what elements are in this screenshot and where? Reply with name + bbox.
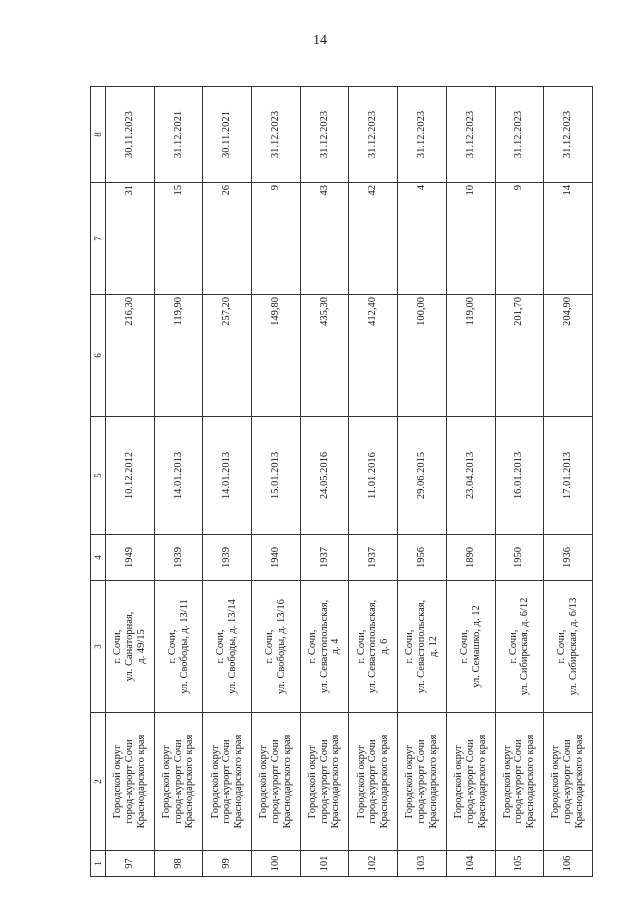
year-cell: 1890: [446, 535, 495, 581]
municipality-cell: [154, 713, 203, 851]
year-cell: 1940: [252, 535, 301, 581]
municipality-cell-line: Городской округ: [355, 744, 367, 819]
date-cell: 23.04.2013: [446, 417, 495, 535]
row-number: 103: [398, 851, 447, 877]
column-header-4: 4: [91, 535, 106, 581]
area-cell: 435,30: [300, 295, 349, 417]
date-cell: 15.01.2013: [252, 417, 301, 535]
municipality-cell-line: город-курорт Сочи: [464, 739, 476, 824]
count-cell: 26: [203, 183, 252, 295]
deadline-cell: 31.12.2023: [495, 87, 544, 183]
address-cell-line: д. 12: [427, 635, 439, 658]
municipality-cell-line: город-курорт Сочи: [172, 739, 184, 824]
municipality-cell: [446, 713, 495, 851]
column-header-3: 3: [91, 581, 106, 713]
count-cell: 43: [300, 183, 349, 295]
address-cell: [398, 581, 447, 713]
municipality-cell-line: Краснодарского края: [281, 734, 293, 829]
deadline-cell: 31.12.2023: [398, 87, 447, 183]
municipality-cell-line: город-курорт Сочи: [513, 739, 525, 824]
address-cell-line: г. Сочи,: [215, 629, 227, 664]
municipality-cell-line: Городской округ: [112, 744, 124, 819]
date-cell: 10.12.2012: [106, 417, 155, 535]
row-number: 105: [495, 851, 544, 877]
address-cell: [252, 581, 301, 713]
municipality-cell-line: Городской округ: [550, 744, 562, 819]
deadline-cell: 31.12.2023: [544, 87, 593, 183]
municipality-cell-line: Городской округ: [306, 744, 318, 819]
row-number: 97: [106, 851, 155, 877]
deadline-cell: 31.12.2023: [300, 87, 349, 183]
date-cell: 17.01.2013: [544, 417, 593, 535]
address-cell-line: ул. Сибирская, д. 6/12: [519, 597, 531, 696]
date-cell: 14.01.2013: [203, 417, 252, 535]
address-cell-line: г. Сочи,: [112, 629, 124, 664]
municipality-cell: [300, 713, 349, 851]
municipality-cell-line: Краснодарского края: [233, 734, 245, 829]
year-cell: 1937: [349, 535, 398, 581]
address-cell-line: г. Сочи,: [355, 629, 367, 664]
municipality-cell-line: Краснодарского края: [135, 734, 147, 829]
municipality-cell-line: Краснодарского края: [184, 734, 196, 829]
column-header-1: 1: [91, 851, 106, 877]
header-row: [91, 87, 106, 877]
address-cell-line: ул. Свободы, д. 13/14: [227, 599, 239, 694]
table-row: [252, 87, 301, 877]
municipality-cell: [349, 713, 398, 851]
table-row: [203, 87, 252, 877]
row-number: 100: [252, 851, 301, 877]
municipality-cell-line: город-курорт Сочи: [221, 739, 233, 824]
year-cell: 1936: [544, 535, 593, 581]
row-number: 106: [544, 851, 593, 877]
year-cell: 1956: [398, 535, 447, 581]
address-cell-line: д. 49/15: [135, 629, 147, 664]
address-cell-line: г. Сочи,: [458, 629, 470, 664]
municipality-cell-line: Краснодарского края: [476, 734, 488, 829]
count-cell: 15: [154, 183, 203, 295]
address-cell: [106, 581, 155, 713]
count-cell: 42: [349, 183, 398, 295]
page-number: 14: [313, 33, 327, 48]
area-cell: 412,40: [349, 295, 398, 417]
address-cell-line: ул. Севастопольская,: [416, 599, 428, 694]
address-cell: [203, 581, 252, 713]
municipality-cell-line: Городской округ: [453, 744, 465, 819]
address-cell-line: д. 6: [379, 638, 391, 655]
address-cell-line: г. Сочи,: [166, 629, 178, 664]
column-header-5: 5: [91, 417, 106, 535]
municipality-cell-line: Городской округ: [258, 744, 270, 819]
table-header: [91, 87, 106, 877]
table-row: [349, 87, 398, 877]
table-row: [446, 87, 495, 877]
year-cell: 1939: [154, 535, 203, 581]
municipality-cell-line: Краснодарского края: [525, 734, 537, 829]
municipality-cell: [203, 713, 252, 851]
row-number: 104: [446, 851, 495, 877]
address-cell: [300, 581, 349, 713]
table-row: [106, 87, 155, 877]
deadline-cell: 30.11.2023: [106, 87, 155, 183]
column-header-6: 6: [91, 295, 106, 417]
deadline-cell: 30.11.2021: [203, 87, 252, 183]
municipality-cell-line: Краснодарского края: [379, 734, 391, 829]
table-body: [106, 87, 593, 877]
count-cell: 9: [495, 183, 544, 295]
date-cell: 16.01.2013: [495, 417, 544, 535]
table-row: [154, 87, 203, 877]
address-cell-line: г. Сочи,: [404, 629, 416, 664]
municipality-cell-line: Краснодарского края: [427, 734, 439, 829]
rotated-table-wrapper: [90, 87, 593, 877]
municipality-cell-line: город-курорт Сочи: [123, 739, 135, 824]
table-row: [300, 87, 349, 877]
municipality-cell-line: город-курорт Сочи: [367, 739, 379, 824]
registry-table: [90, 86, 593, 877]
date-cell: 11.01.2016: [349, 417, 398, 535]
year-cell: 1950: [495, 535, 544, 581]
municipality-cell-line: город-курорт Сочи: [416, 739, 428, 824]
address-cell: [154, 581, 203, 713]
address-cell: [544, 581, 593, 713]
municipality-cell: [398, 713, 447, 851]
column-header-8: 8: [91, 87, 106, 183]
address-cell-line: г. Сочи,: [264, 629, 276, 664]
row-number: 99: [203, 851, 252, 877]
count-cell: 9: [252, 183, 301, 295]
municipality-cell: [106, 713, 155, 851]
row-number: 102: [349, 851, 398, 877]
address-cell-line: ул. Севастопольская,: [367, 599, 379, 694]
municipality-cell-line: Городской округ: [501, 744, 513, 819]
address-cell-line: ул. Свободы, д. 13/16: [275, 599, 287, 694]
deadline-cell: 31.12.2021: [154, 87, 203, 183]
year-cell: 1939: [203, 535, 252, 581]
deadline-cell: 31.12.2023: [446, 87, 495, 183]
area-cell: 216,30: [106, 295, 155, 417]
area-cell: 119,00: [446, 295, 495, 417]
area-cell: 257,20: [203, 295, 252, 417]
row-number: 98: [154, 851, 203, 877]
count-cell: 31: [106, 183, 155, 295]
date-cell: 24.05.2016: [300, 417, 349, 535]
municipality-cell: [495, 713, 544, 851]
year-cell: 1949: [106, 535, 155, 581]
municipality-cell-line: город-курорт Сочи: [318, 739, 330, 824]
deadline-cell: 31.12.2023: [252, 87, 301, 183]
year-cell: 1937: [300, 535, 349, 581]
date-cell: 14.01.2013: [154, 417, 203, 535]
municipality-cell-line: Городской округ: [209, 744, 221, 819]
address-cell: [495, 581, 544, 713]
address-cell-line: ул. Сибирская, д. 6/13: [568, 597, 580, 696]
area-cell: 119,90: [154, 295, 203, 417]
deadline-cell: 31.12.2023: [349, 87, 398, 183]
municipality-cell: [544, 713, 593, 851]
date-cell: 29.06.2015: [398, 417, 447, 535]
address-cell-line: г. Сочи,: [507, 629, 519, 664]
address-cell-line: ул. Севастопольская,: [318, 599, 330, 694]
table-row: [544, 87, 593, 877]
municipality-cell-line: Краснодарского края: [573, 734, 585, 829]
address-cell-line: ул. Свободы, д. 13/11: [178, 599, 190, 694]
address-cell-line: ул. Санаторная,: [123, 611, 135, 682]
row-number: 101: [300, 851, 349, 877]
area-cell: 204,90: [544, 295, 593, 417]
municipality-cell-line: город-курорт Сочи: [562, 739, 574, 824]
municipality-cell-line: город-курорт Сочи: [270, 739, 282, 824]
address-cell-line: ул. Семашко, д. 12: [470, 605, 482, 688]
address-cell-line: г. Сочи,: [306, 629, 318, 664]
column-header-7: 7: [91, 183, 106, 295]
area-cell: 201,70: [495, 295, 544, 417]
area-cell: 100,00: [398, 295, 447, 417]
address-cell-line: г. Сочи,: [556, 629, 568, 664]
table-row: [398, 87, 447, 877]
count-cell: 4: [398, 183, 447, 295]
municipality-cell: [252, 713, 301, 851]
table-row: [495, 87, 544, 877]
address-cell: [446, 581, 495, 713]
address-cell: [349, 581, 398, 713]
count-cell: 14: [544, 183, 593, 295]
count-cell: 10: [446, 183, 495, 295]
area-cell: 149,80: [252, 295, 301, 417]
column-header-2: 2: [91, 713, 106, 851]
municipality-cell-line: Краснодарского края: [330, 734, 342, 829]
municipality-cell-line: Городской округ: [404, 744, 416, 819]
municipality-cell-line: Городской округ: [160, 744, 172, 819]
address-cell-line: д. 4: [330, 638, 342, 655]
